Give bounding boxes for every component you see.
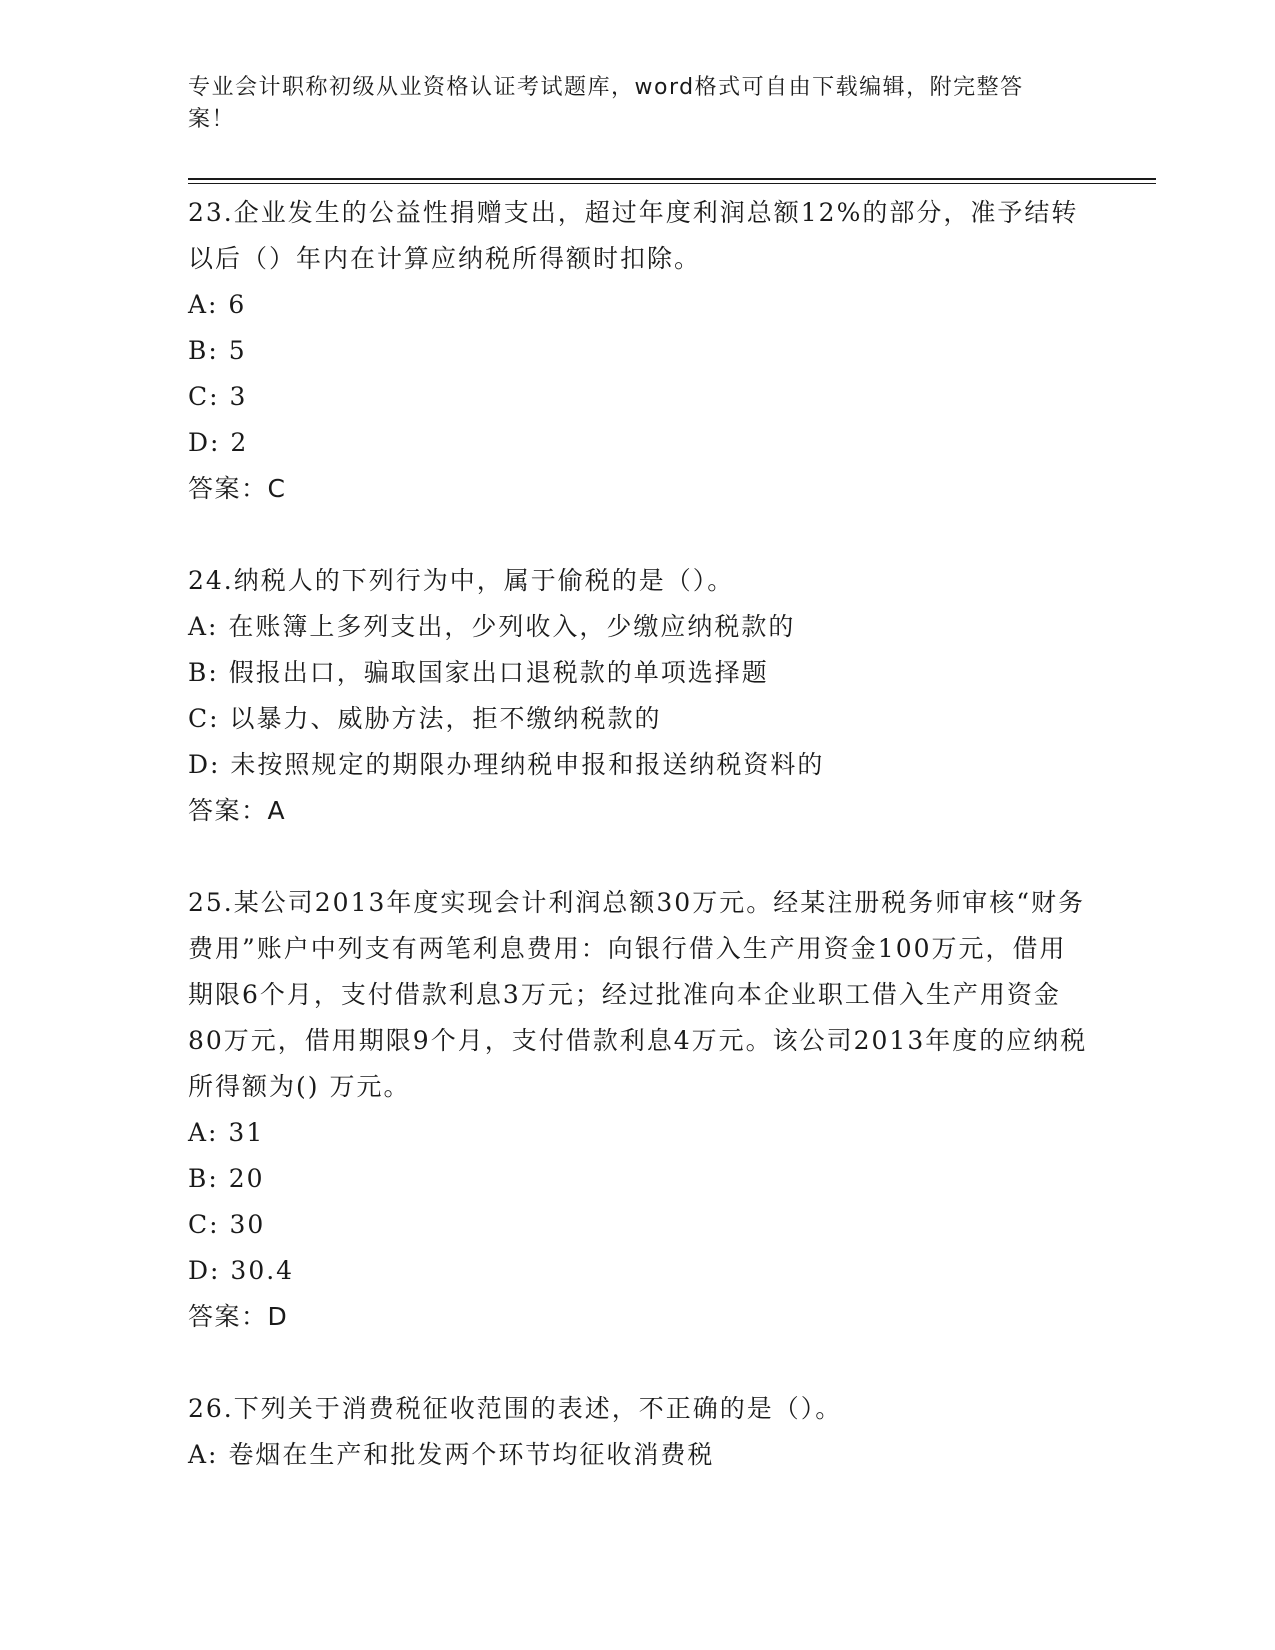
question-24 — [188, 558, 1088, 834]
option-c: C: 3 — [188, 382, 248, 411]
option-d: D: 2 — [188, 428, 249, 457]
option-d: D: 未按照规定的期限办理纳税申报和报送纳税资料的 — [188, 750, 825, 779]
question-stem: 24.纳税人的下列行为中，属于偷税的是（）。 — [188, 566, 735, 595]
question-stem: 25.某公司2013年度实现会计利润总额30万元。经某注册税务师审核“财务费用”账户中列支有两笔利息费用：向银行借入生产用资金100万元，借用期限6个月，支付借款利息3万元；经过批准向本企业职工借入生产用资金80万元，借用期限9个月，支付借款利息4万元。该公司2013年度的应纳税所得额为() 万元。 — [188, 888, 1088, 1101]
spacer — [188, 834, 1088, 880]
question-23 — [188, 190, 1088, 512]
question-stem: 26.下列关于消费税征收范围的表述，不正确的是（）。 — [188, 1394, 843, 1423]
option-c: C: 30 — [188, 1210, 266, 1239]
question-26 — [188, 1386, 1088, 1478]
question-stem: 23.企业发生的公益性捐赠支出，超过年度利润总额12%的部分，准予结转以后（）年内在计算应纳税所得额时扣除。 — [188, 198, 1079, 273]
document-header: 专业会计职称初级从业资格认证考试题库，word格式可自由下载编辑，附完整答案！ — [188, 75, 1024, 132]
spacer — [188, 1340, 1088, 1386]
question-25 — [188, 880, 1088, 1340]
answer: 答案：C — [188, 474, 287, 503]
spacer — [188, 512, 1088, 558]
answer: 答案：A — [188, 796, 287, 825]
option-a: A: 在账簿上多列支出，少列收入，少缴应纳税款的 — [188, 612, 796, 641]
option-b: B: 假报出口，骗取国家出口退税款的单项选择题 — [188, 658, 769, 687]
header-divider-thick — [188, 178, 1156, 180]
option-b: B: 20 — [188, 1164, 265, 1193]
option-b: B: 5 — [188, 336, 247, 365]
option-a: A: 31 — [188, 1118, 265, 1147]
option-d: D: 30.4 — [188, 1256, 295, 1285]
answer: 答案：D — [188, 1302, 289, 1331]
option-c: C: 以暴力、威胁方法，拒不缴纳税款的 — [188, 704, 662, 733]
option-a: A: 6 — [188, 290, 247, 319]
option-a: A: 卷烟在生产和批发两个环节均征收消费税 — [188, 1440, 715, 1469]
header-divider-thin — [188, 183, 1156, 184]
question-list — [188, 190, 1088, 1478]
